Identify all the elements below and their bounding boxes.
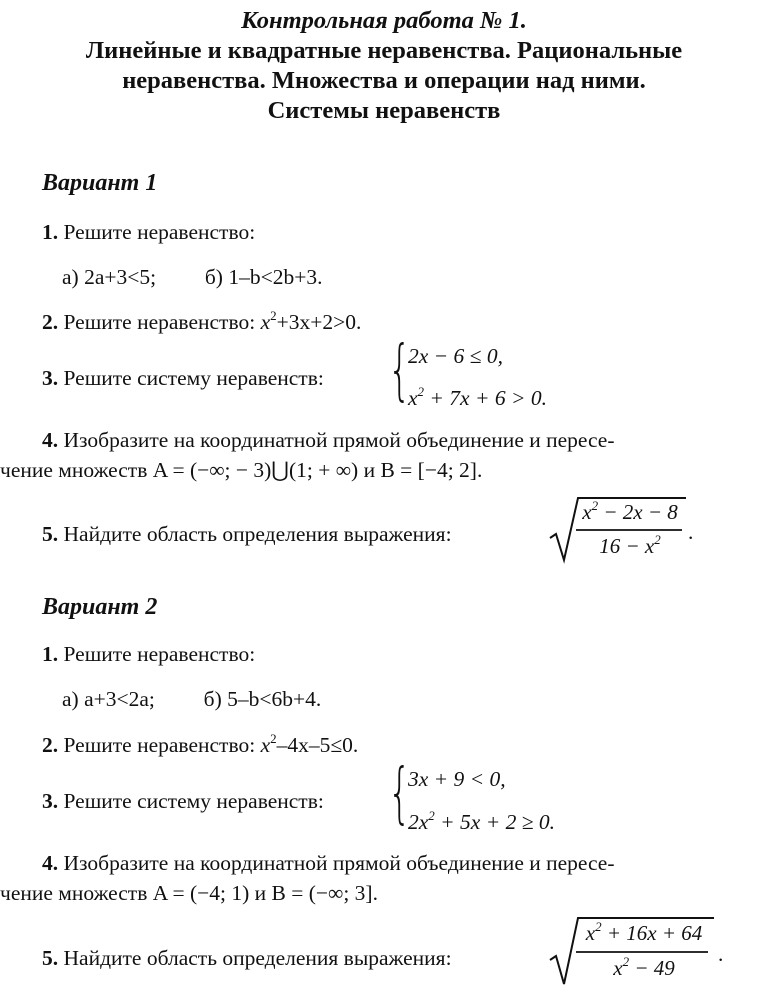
- v1-task-2: [42, 308, 361, 336]
- v1-system-row-2-exp: 2: [417, 384, 425, 399]
- v1-system-row-2-rest: + 7x + 6 > 0.: [424, 386, 547, 410]
- v1-fraction-denominator: [580, 534, 680, 559]
- v1-task-1: [42, 218, 255, 246]
- v2-system-row-2: [408, 808, 555, 836]
- v1-radical-expression: [548, 494, 698, 566]
- v2-task-1a-expr: a+3<2a;: [84, 687, 155, 711]
- v2-task-3-number: 3.: [42, 789, 59, 813]
- v2-task-2-number: 2.: [42, 733, 59, 757]
- v1-system-row-1: 2x − 6 ≤ 0,: [408, 344, 503, 368]
- v1-num-exp: 2: [591, 498, 599, 513]
- v2-fraction-numerator: [580, 921, 708, 946]
- v2-system-row-1: 3x + 9 < 0,: [408, 767, 506, 791]
- v2-task-4-text-1: Изобразите на координатной прямой объединение и пересе-: [63, 851, 615, 875]
- v2-system-row-2-exp: 2: [428, 808, 435, 823]
- v2-task-1: [42, 640, 255, 668]
- title-line-3: неравенства. Множества и операции над ними.: [122, 67, 646, 94]
- v1-num-rest: − 2x − 8: [598, 500, 678, 524]
- v1-task-2-text: Решите неравенство:: [63, 310, 256, 334]
- v2-task-2-text: Решите неравенство:: [63, 733, 256, 757]
- v2-task-1-parts: [62, 685, 321, 713]
- v1-expression-end: .: [688, 520, 694, 544]
- v1-task-1-parts: [62, 263, 322, 291]
- v2-task-1b-label: б): [203, 687, 222, 711]
- v2-task-1-number: 1.: [42, 642, 59, 666]
- v2-task-5-number: 5.: [42, 946, 59, 970]
- v1-task-5-text: Найдите область определения выражения:: [63, 522, 452, 546]
- v2-expression-end: .: [718, 942, 724, 966]
- v2-task-2: [42, 731, 358, 759]
- v2-task-5-text: Найдите область определения выражения:: [63, 946, 452, 970]
- v1-task-1b-expr: 1–b<2b+3.: [228, 265, 323, 289]
- v1-task-1b-label: б): [204, 265, 223, 289]
- v2-task-1a-label: а): [62, 687, 79, 711]
- v1-task-3-number: 3.: [42, 366, 59, 390]
- v2-task-4-line-2: чение множеств A = (−4; 1) и B = (−∞; 3].: [0, 881, 378, 905]
- v2-num-exp: 2: [595, 919, 602, 934]
- v1-task-1a-label: а): [62, 265, 79, 289]
- v1-task-4-text-1: Изобразите на координатной прямой объединение и пересе-: [63, 428, 615, 452]
- v1-task-2-var: x: [260, 310, 271, 334]
- v2-task-4-number: 4.: [42, 851, 59, 875]
- v1-system-row-2-var: x: [408, 386, 418, 410]
- v2-radical-expression: [548, 914, 738, 988]
- v2-fraction-denominator: [580, 956, 708, 981]
- v1-den-text: 16 − x: [599, 534, 655, 558]
- v1-task-2-expr: +3x+2>0.: [276, 310, 362, 334]
- v2-system-row-2-rest: + 5x + 2 ≥ 0.: [434, 810, 556, 834]
- v2-task-3-text: Решите систему неравенств:: [63, 789, 324, 813]
- v2-task-2-expr: –4x–5≤0.: [276, 733, 359, 757]
- v1-num-var: x: [582, 500, 592, 524]
- v2-task-1b-expr: 5–b<6b+4.: [227, 687, 322, 711]
- v2-task-2-var: x: [260, 733, 271, 757]
- v1-task-3: [42, 364, 324, 392]
- v2-task-2-exp: 2: [270, 731, 277, 746]
- v2-system-brace: {: [388, 754, 412, 831]
- v2-system-row-2-var: 2x: [408, 810, 429, 834]
- v1-task-5: [42, 520, 452, 548]
- title-line-1: Контрольная работа № 1.: [241, 7, 527, 34]
- v1-task-4-number: 4.: [42, 428, 59, 452]
- v2-task-3: [42, 787, 324, 815]
- variant-2-heading: Вариант 2: [42, 594, 158, 620]
- v2-num-rest: + 16x + 64: [601, 921, 703, 945]
- worksheet-title: [0, 6, 768, 126]
- v2-num-var: x: [585, 921, 596, 945]
- v1-task-5-number: 5.: [42, 522, 59, 546]
- v1-system-brace: {: [388, 331, 412, 408]
- variant-1-heading: Вариант 1: [42, 170, 158, 196]
- v1-task-2-number: 2.: [42, 310, 59, 334]
- v2-den-exp: 2: [622, 954, 630, 969]
- v1-task-4-line-2: чение множеств A = (−∞; − 3)⋃(1; + ∞) и B = [−4; 2].: [0, 458, 483, 482]
- v1-fraction-numerator: [580, 500, 680, 525]
- title-line-4: Системы неравенств: [267, 97, 501, 124]
- v1-task-1-number: 1.: [42, 220, 59, 244]
- v2-task-4-line-1: [42, 849, 615, 877]
- v1-system-row-2: [408, 384, 547, 412]
- v1-task-1a-expr: 2a+3<5;: [84, 265, 157, 289]
- v1-task-2-exp: 2: [270, 308, 277, 323]
- v2-task-5: [42, 944, 452, 972]
- v2-den-rest: − 49: [629, 956, 675, 980]
- v1-task-4-line-1: [42, 426, 615, 454]
- v2-task-1-text: Решите неравенство:: [63, 642, 256, 666]
- v1-den-exp: 2: [654, 532, 661, 547]
- v1-task-1-text: Решите неравенство:: [63, 220, 256, 244]
- v1-task-3-text: Решите систему неравенств:: [63, 366, 324, 390]
- title-line-2: Линейные и квадратные неравенства. Рациональные: [85, 37, 683, 64]
- v2-den-var: x: [613, 956, 623, 980]
